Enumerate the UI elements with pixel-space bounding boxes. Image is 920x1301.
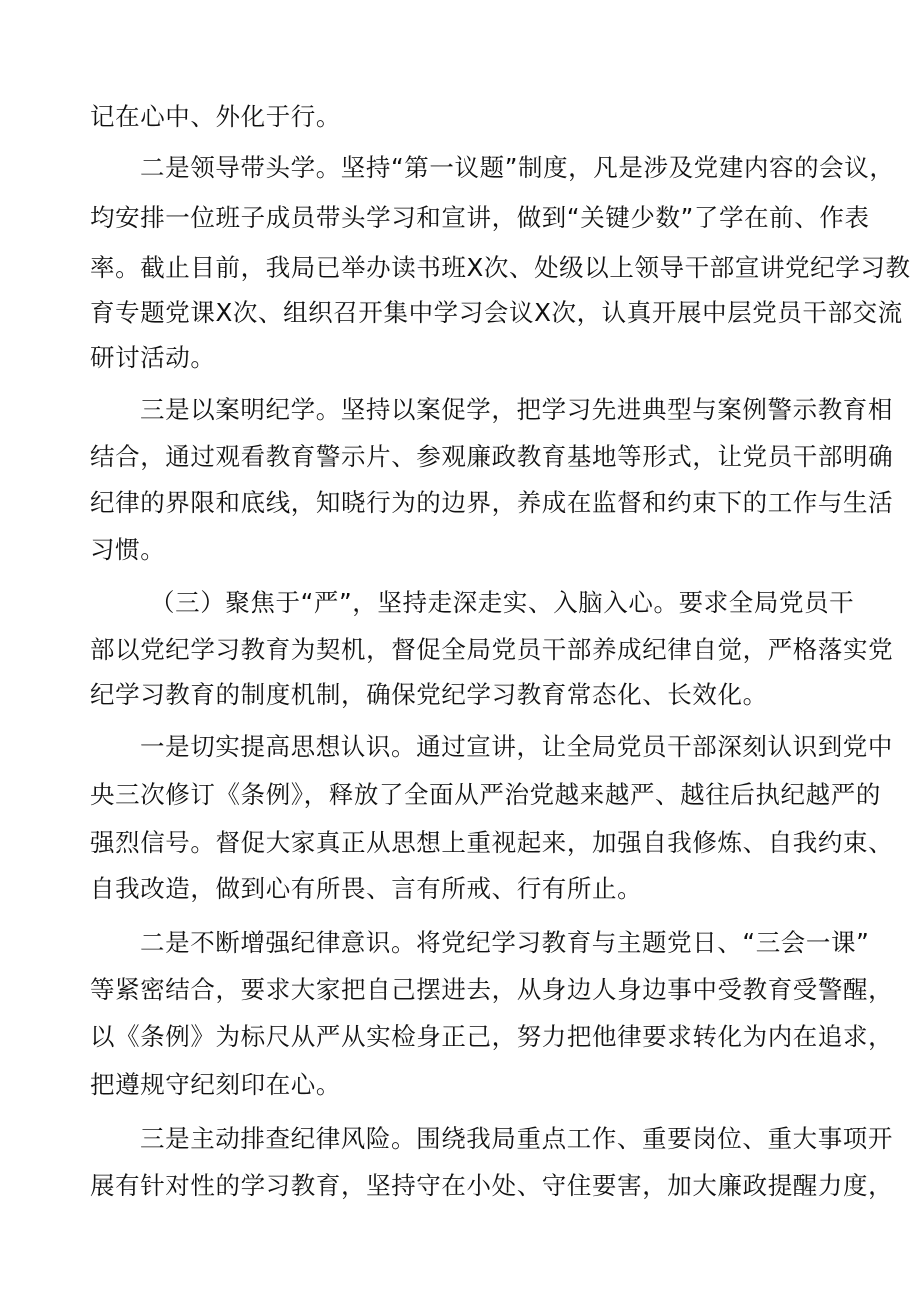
paragraph-first-line: 三是以案明纪学。坚持以案促学，把学习先进典型与案例警示教育相 <box>140 395 893 424</box>
text-line: 率。截止目前，我局已举办读书班X次、处级以上领导干部宣讲党纪学习教 <box>90 253 911 282</box>
text-line: 结合，通过观看教育警示片、参观廉政教育基地等形式，让党员干部明确 <box>90 442 894 471</box>
text-line: 均安排一位班子成员带头学习和宣讲，做到“关键少数”了学在前、作表 <box>90 203 870 232</box>
text-line: 育专题党课X次、组织召开集中学习会议X次，认真开展中层党员干部交流 <box>90 298 903 327</box>
paragraph-first-line: 三是主动排查纪律风险。围绕我局重点工作、重要岗位、重大事项开 <box>140 1124 893 1153</box>
paragraph-first-line: 二是领导带头学。坚持“第一议题”制度，凡是涉及党建内容的会议， <box>140 153 895 182</box>
text-line: 纪学习教育的制度机制，确保党纪学习教育常态化、长效化。 <box>90 680 768 709</box>
paragraph-first-line: 二是不断增强纪律意识。将党纪学习教育与主题党日、“三会一课” <box>140 928 870 957</box>
text-line: 以《条例》为标尺从严从实检身正己，努力把他律要求转化为内在追求， <box>90 1022 894 1051</box>
text-line: 强烈信号。督促大家真正从思想上重视起来，加强自我修炼、自我约束、 <box>90 828 894 857</box>
text-line: 把遵规守纪刻印在心。 <box>90 1070 341 1099</box>
text-line: 部以党纪学习教育为契机，督促全局党员干部养成纪律自觉，严格落实党 <box>90 635 894 664</box>
text-line: 展有针对性的学习教育，坚持守在小处、守住要害，加大廉政提醒力度， <box>90 1171 894 1200</box>
text-line: 自我改造，做到心有所畏、言有所戒、行有所止。 <box>90 874 643 903</box>
text-line: 习惯。 <box>90 535 166 564</box>
text-line: 记在心中、外化于行。 <box>90 102 341 131</box>
text-line: 等紧密结合，要求大家把自己摆进去，从身边人身边事中受教育受警醒， <box>90 975 894 1004</box>
text-line: 研讨活动。 <box>90 343 216 372</box>
paragraph-first-line: 一是切实提高思想认识。通过宣讲，让全局党员干部深刻认识到党中 <box>140 732 893 761</box>
text-line: 纪律的界限和底线，知晓行为的边界，养成在监督和约束下的工作与生活 <box>90 488 894 517</box>
section-heading-line: （三）聚焦于“严”，坚持走深走实、入脑入心。要求全局党员干 <box>150 588 855 617</box>
text-line: 央三次修订《条例》，释放了全面从严治党越来越严、越往后执纪越严的 <box>90 780 881 809</box>
